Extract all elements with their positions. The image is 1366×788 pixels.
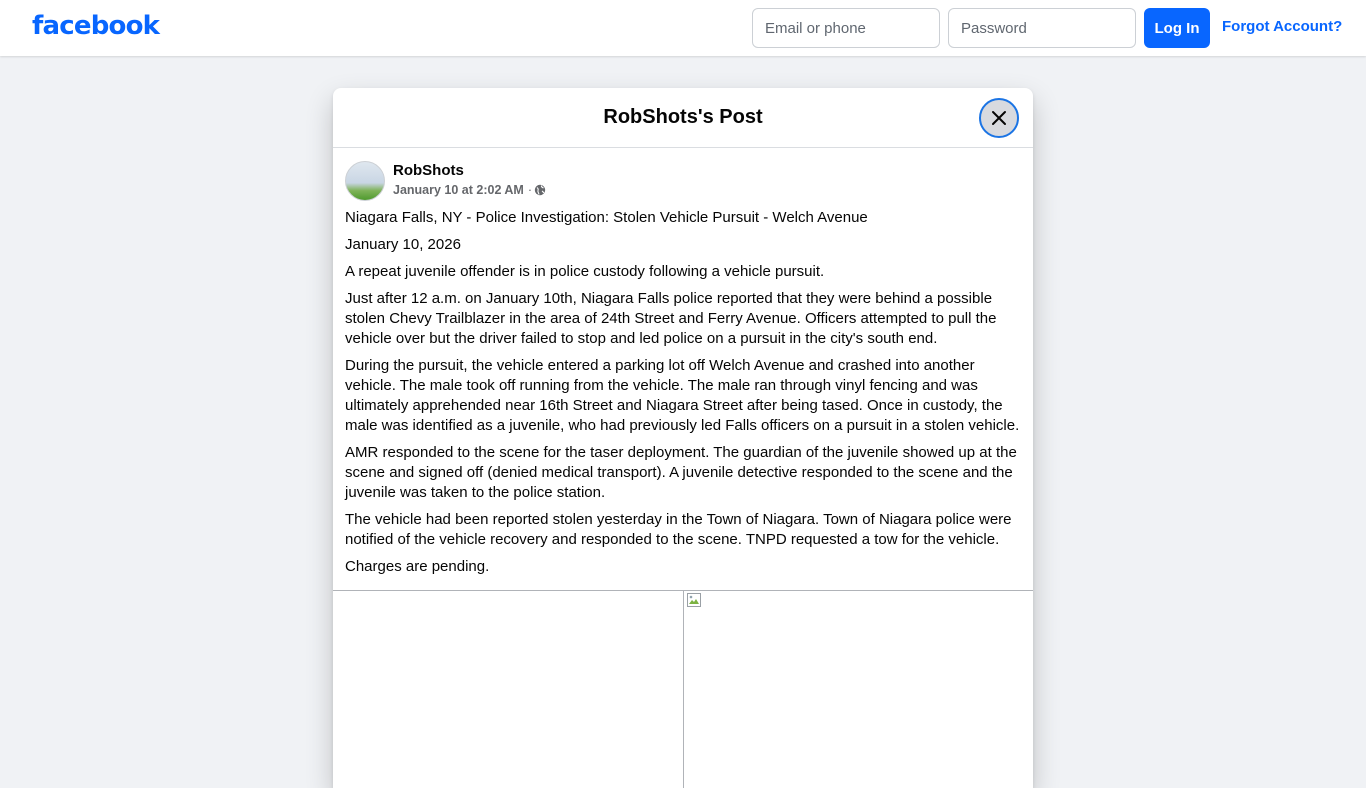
globe-icon xyxy=(534,184,546,196)
close-button[interactable] xyxy=(979,98,1019,138)
post-dialog xyxy=(333,88,1033,788)
post-timestamp[interactable]: January 10 at 2:02 AM xyxy=(393,183,524,197)
post-paragraph: Charges are pending. xyxy=(345,558,490,575)
post-paragraph: Just after 12 a.m. on January 10th, Niagara Falls police reported that they were behind a possible stolen Chevy Trailblazer in the area of 24th Street and Ferry Avenue. Officers attempted to pull the vehicle over but the driver failed to stop and led police on a pursuit in the city's south end. xyxy=(345,290,997,347)
dialog-header xyxy=(333,88,1033,148)
top-bar xyxy=(0,0,1366,56)
post-paragraph: The vehicle had been reported stolen yesterday in the Town of Niagara. Town of Niagara police were notified of the vehicle recovery and responded to the scene. TNPD requested a tow for the vehicle. xyxy=(345,511,1012,548)
post-paragraph: AMR responded to the scene for the taser deployment. The guardian of the juvenile showed up at the scene and signed off (denied medical transport). A juvenile detective responded to the scene and the juvenile was taken to the police station. xyxy=(345,444,1017,501)
login-button[interactable]: Log In xyxy=(1144,8,1210,48)
post-meta xyxy=(393,183,546,197)
forgot-account-link[interactable]: Forgot Account? xyxy=(1222,18,1343,35)
author-avatar[interactable] xyxy=(345,161,385,201)
email-input[interactable] xyxy=(752,8,940,48)
post-image-right[interactable] xyxy=(685,591,1033,788)
meta-separator: · xyxy=(527,183,533,197)
post-paragraph: January 10, 2026 xyxy=(345,236,461,253)
post-image-left[interactable] xyxy=(333,591,684,788)
broken-image-icon xyxy=(686,592,702,608)
post-paragraph: A repeat juvenile offender is in police custody following a vehicle pursuit. xyxy=(345,263,825,280)
author-name[interactable]: RobShots xyxy=(393,162,464,179)
post-paragraph: Niagara Falls, NY - Police Investigation: Stolen Vehicle Pursuit - Welch Avenue xyxy=(345,209,868,226)
post-text xyxy=(345,208,1021,584)
close-icon xyxy=(991,110,1007,126)
post-author-row xyxy=(345,161,1021,201)
dialog-title: RobShots's Post xyxy=(603,106,763,128)
facebook-logo[interactable]: facebook xyxy=(32,11,160,41)
password-input[interactable] xyxy=(948,8,1136,48)
post-media xyxy=(333,590,1033,788)
post-paragraph: During the pursuit, the vehicle entered a parking lot off Welch Avenue and crashed into another vehicle. The male took off running from the vehicle. The male ran through vinyl fencing and was ultimately apprehended near 16th Street and Niagara Street after being tased. Once in custody, the male was identified as a juvenile, who had previously led Falls officers on a pursuit in a stolen vehicle. xyxy=(345,357,1020,434)
